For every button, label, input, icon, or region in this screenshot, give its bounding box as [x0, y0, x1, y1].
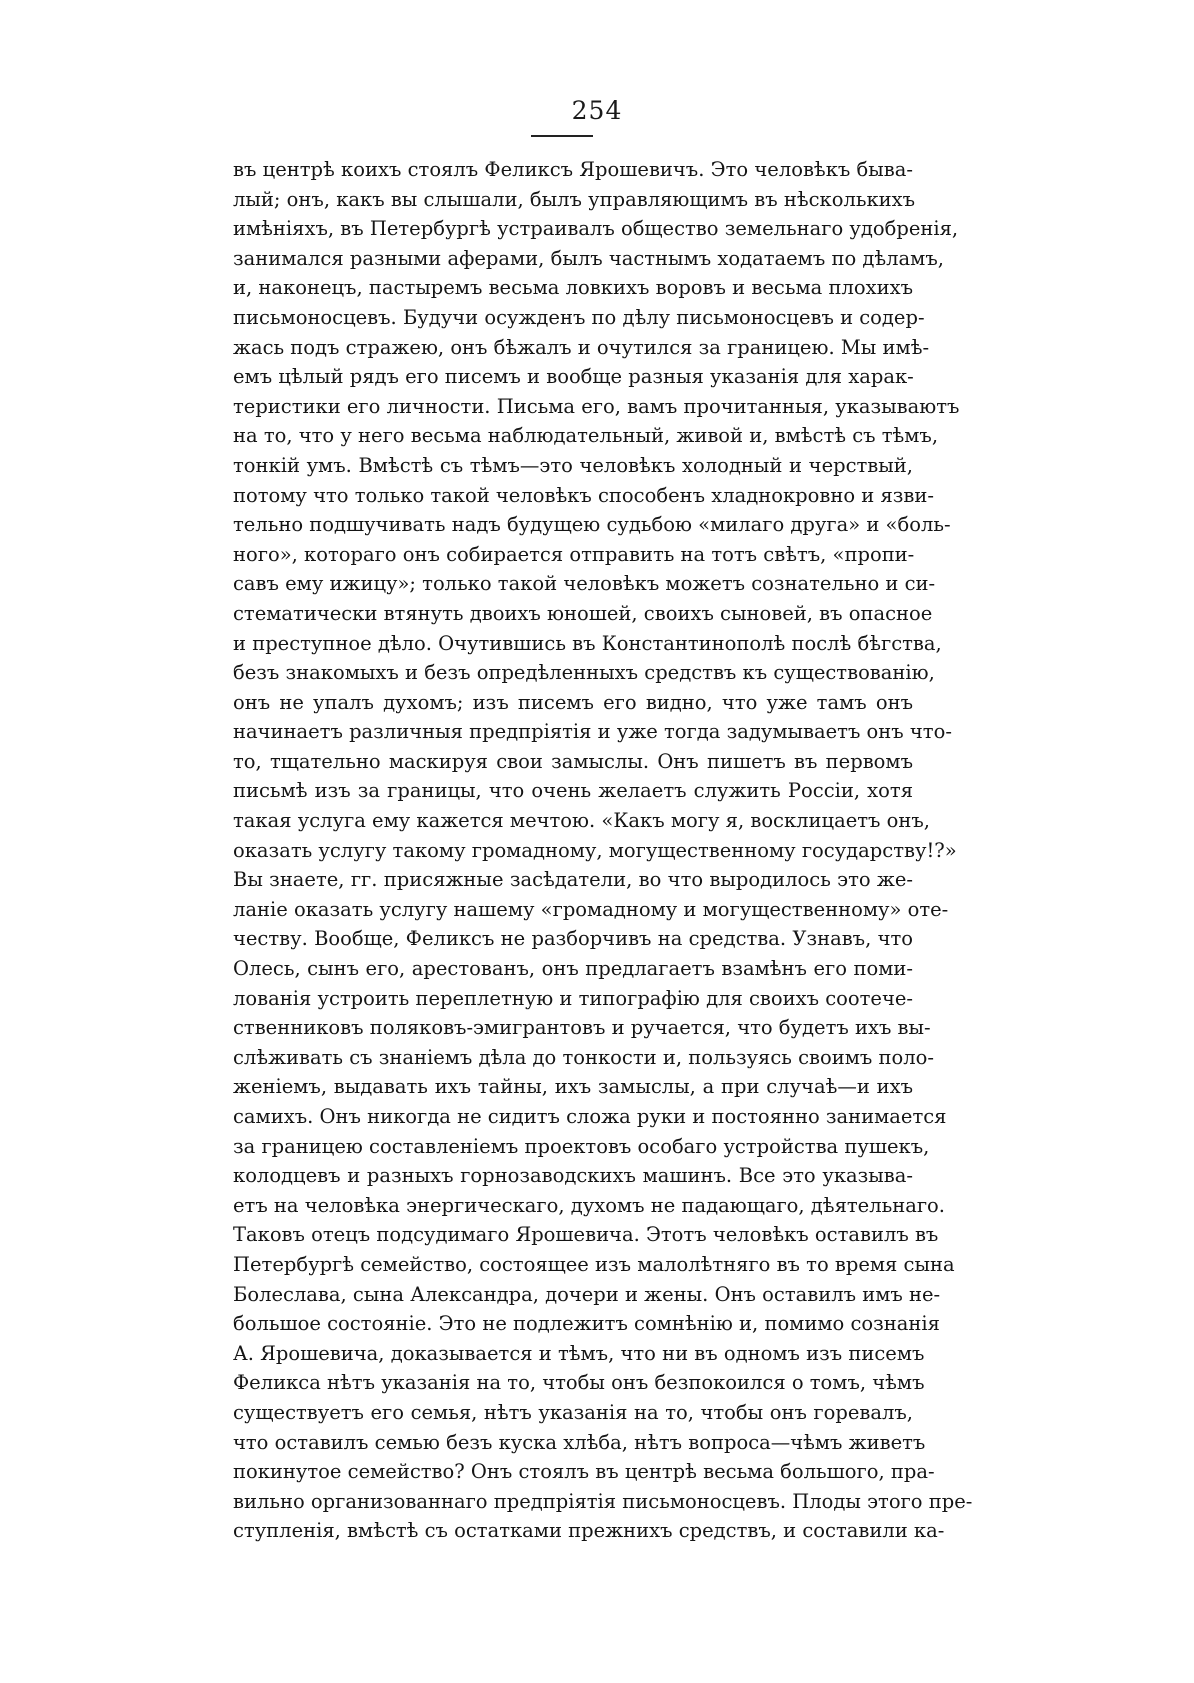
text-line: ного», котораго онъ собирается отправить на тотъ свѣтъ, «пропи- — [233, 542, 915, 566]
text-line: колодцевъ и разныхъ горнозаводскихъ машинъ. Все это указыва- — [233, 1164, 913, 1188]
text-line: Феликса нѣтъ указанія на то, чтобы онъ безпокоился о томъ, чѣмъ — [233, 1371, 925, 1395]
text-line: занимался разными аферами, былъ частнымъ ходатаемъ по дѣламъ, — [233, 246, 944, 270]
text-line: въ центрѣ коихъ стоялъ Феликсъ Ярошевичъ. Это человѣкъ бывa- — [233, 158, 913, 181]
header-rule — [531, 135, 593, 137]
text-line: Таковъ отецъ подсудимаго Ярошевича. Этотъ человѣкъ оставилъ въ — [233, 1223, 939, 1247]
text-line: вильно организованнаго предпріятія письмоносцевъ. Плоды этого пре- — [233, 1489, 973, 1513]
text-line: теристики его личности. Письма его, вамъ прочитанныя, указываютъ — [233, 394, 960, 418]
text-line: за границею составленіемъ проектовъ особаго устройства пушекъ, — [233, 1134, 930, 1158]
text-line: безъ знакомыхъ и безъ опредѣленныхъ средствъ къ существованію, — [233, 661, 935, 685]
text-line: оказать услугу такому громадному, могущественному государству!?» — [233, 838, 957, 862]
text-line: честву. Вообще, Феликсъ не разборчивъ на средства. Узнавъ, что — [233, 927, 913, 951]
text-line: ступленія, вмѣстѣ съ остатками прежнихъ средствъ, и составили ка- — [233, 1519, 945, 1543]
text-line: лый; онъ, какъ вы слышали, былъ управляющимъ въ нѣсколькихъ — [233, 187, 916, 211]
body-text — [233, 155, 973, 1546]
text-line: на то, что у него весьма наблюдательный, живой и, вмѣстѣ съ тѣмъ, — [233, 424, 939, 448]
text-line: емъ цѣлый рядъ его писемъ и вообще разныя указанія для харак- — [233, 365, 914, 389]
text-line: лованія устроить переплетную и типографію для своихъ соотече- — [233, 986, 913, 1010]
text-line: Болеслава, сына Александра, дочери и жены. Онъ оставилъ имъ не- — [233, 1282, 941, 1306]
page-number: 254 — [571, 96, 623, 125]
text-line: потому что только такой человѣкъ способенъ хладнокровно и язви- — [233, 483, 934, 507]
text-line: начинаетъ различныя предпріятія и уже тогда задумываетъ онъ что- — [233, 720, 952, 744]
text-line: тонкій умъ. Вмѣстѣ съ тѣмъ—это человѣкъ холодный и черствый, — [233, 453, 913, 477]
text-line: А. Ярошевича, доказывается и тѣмъ, что ни въ одномъ изъ писемъ — [233, 1341, 925, 1365]
text-line: онъ не упалъ духомъ; изъ писемъ его видно, что уже тамъ онъ — [233, 690, 913, 714]
text-line: и, наконецъ, пастыремъ весьма ловкихъ воровъ и весьма плохихъ — [233, 276, 913, 300]
text-line: ственниковъ поляковъ-эмигрантовъ и ручается, что будетъ ихъ вы- — [233, 1016, 931, 1040]
text-line: то, тщательно маскируя свои замыслы. Онъ пишетъ въ первомъ — [233, 749, 913, 773]
text-line: жась подъ стражею, онъ бѣжалъ и очутился за границею. Мы имѣ- — [233, 335, 930, 359]
text-line: Вы знаете, гг. присяжные засѣдатели, во что выродилось это же- — [233, 868, 913, 892]
text-line: савъ ему ижицу»; только такой человѣкъ можетъ сознательно и си- — [233, 572, 936, 596]
text-line: такая услуга ему кажется мечтою. «Какъ могу я, восклицаетъ онъ, — [233, 809, 930, 833]
text-line: что оставилъ семью безъ куска хлѣба, нѣтъ вопроса—чѣмъ живетъ — [233, 1430, 926, 1454]
text-line: имѣніяхъ, въ Петербургѣ устраивалъ общество земельнаго удобренія, — [233, 217, 959, 241]
text-line: женіемъ, выдавать ихъ тайны, ихъ замыслы, а при случаѣ—и ихъ — [233, 1075, 913, 1099]
text-line: Петербургѣ семейство, состоящее изъ малолѣтняго въ то время сына — [233, 1252, 955, 1276]
text-line: стематически втянуть двоихъ юношей, своихъ сыновей, въ опасное — [233, 601, 933, 625]
text-line: покинутое семейство? Онъ стоялъ въ центрѣ весьма большого, пра- — [233, 1460, 935, 1484]
text-line: ланіе оказать услугу нашему «громадному и могущественному» оте- — [233, 897, 949, 921]
text-line: большое состояніе. Это не подлежитъ сомнѣнію и, помимо сознанія — [233, 1312, 940, 1336]
text-line: самихъ. Онъ никогда не сидитъ сложа руки и постоянно занимается — [233, 1105, 947, 1128]
text-line: существуетъ его семья, нѣтъ указанія на то, чтобы онъ горевалъ, — [233, 1400, 913, 1424]
text-line: письмѣ изъ за границы, что очень желаетъ служить Россіи, хотя — [233, 779, 913, 803]
text-line: письмоносцевъ. Будучи осужденъ по дѣлу письмоносцевъ и содер- — [233, 305, 925, 329]
text-line: тельно подшучивать надъ будущею судьбою «милаго друга» и «боль- — [233, 513, 951, 537]
text-line: Олесь, сынъ его, арестованъ, онъ предлагаетъ взамѣнъ его поми- — [233, 957, 913, 981]
text-line: слѣживать съ знаніемъ дѣла до тонкости и, пользуясь своимъ поло- — [233, 1045, 934, 1069]
text-line: етъ на человѣка энергическаго, духомъ не падающаго, дѣятельнаго. — [233, 1193, 945, 1217]
text-line: и преступное дѣло. Очутившись въ Константинополѣ послѣ бѣгства, — [233, 631, 942, 655]
